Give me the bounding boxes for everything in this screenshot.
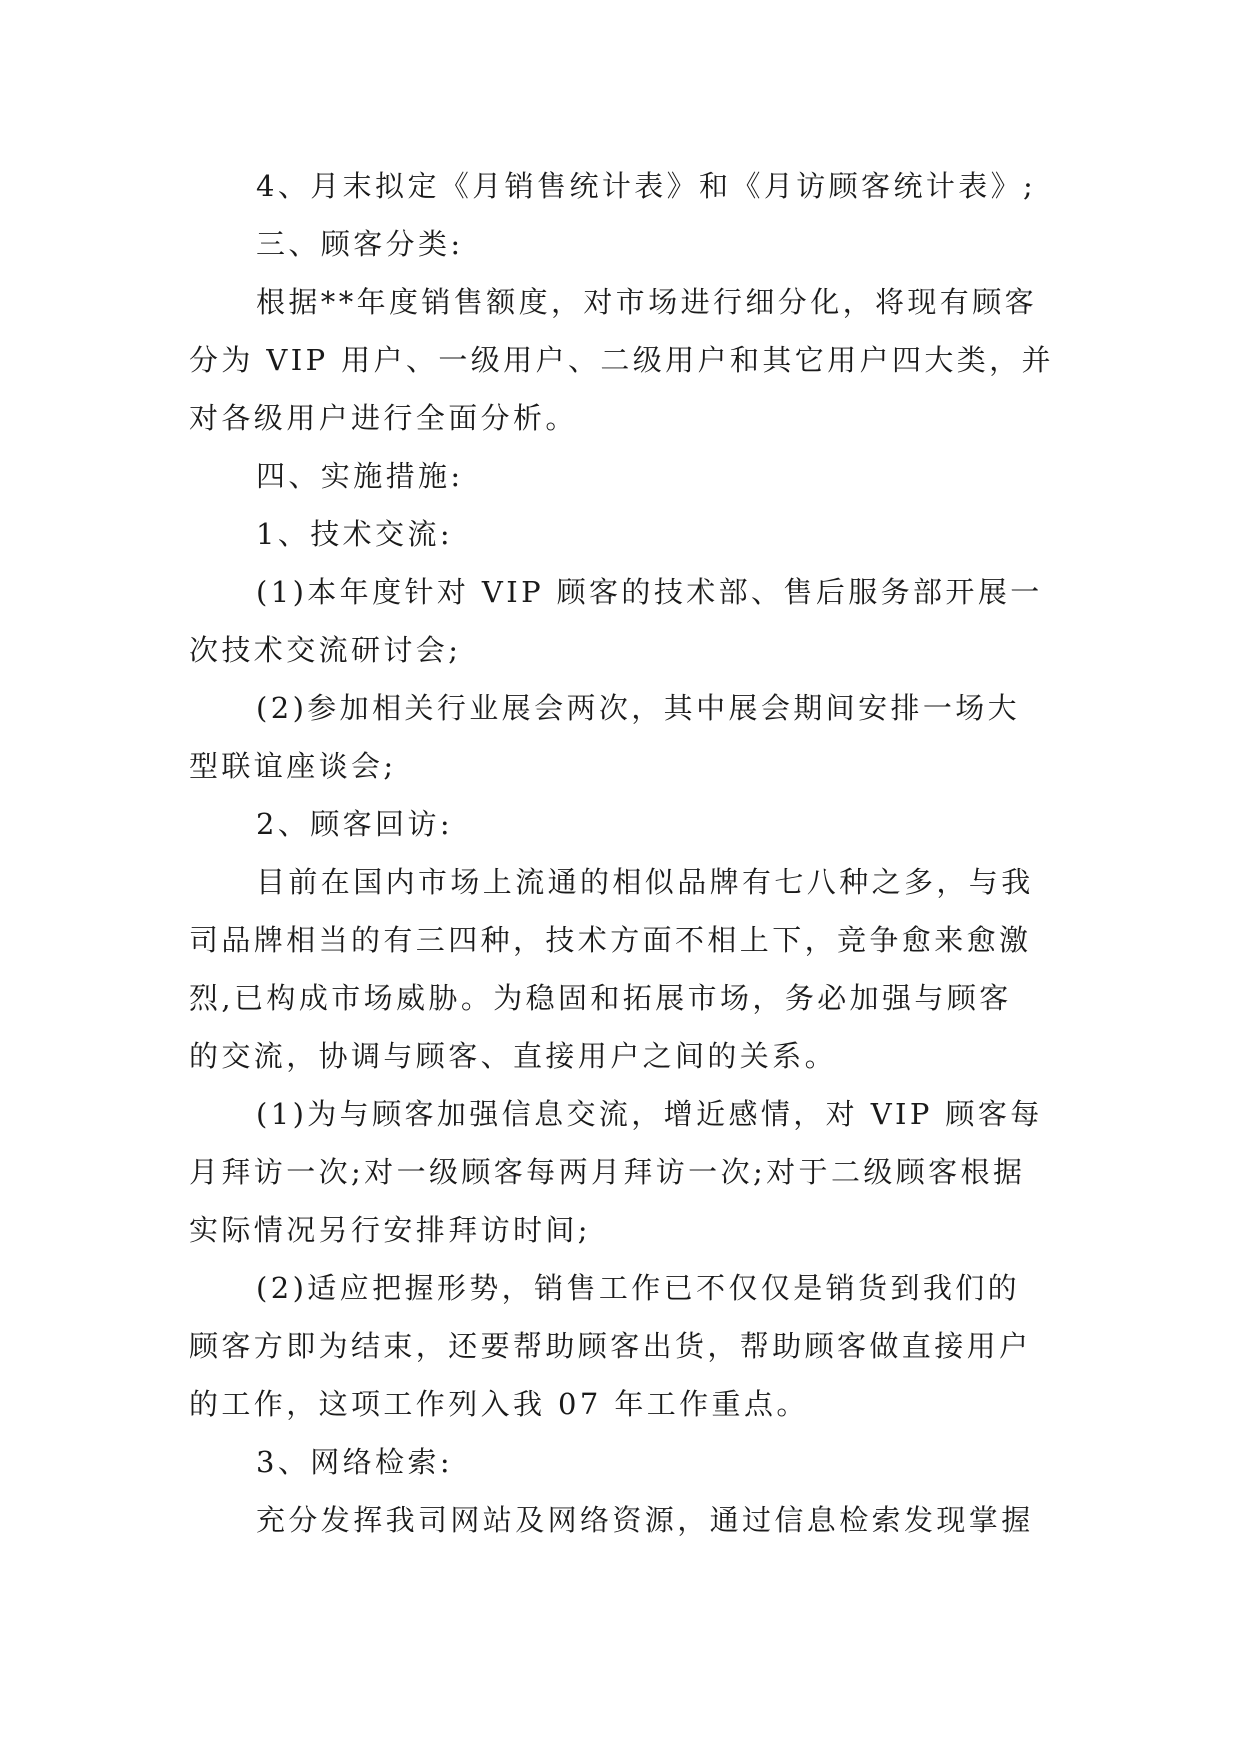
subsection-heading: 3、网络检索: — [256, 1445, 454, 1479]
text-line: 的工作，这项工作列入我 07 年工作重点。 — [189, 1387, 809, 1421]
text-line: 实际情况另行安排拜访时间; — [189, 1213, 591, 1247]
section-heading: 四、实施措施: — [256, 459, 464, 493]
text-line: 型联谊座谈会; — [189, 749, 397, 783]
text-line: (1)本年度针对 VIP 顾客的技术部、售后服务部开展一 — [256, 575, 1043, 609]
text-line: 充分发挥我司网站及网络资源，通过信息检索发现掌握 — [256, 1503, 1034, 1537]
text-line: 月拜访一次;对一级顾客每两月拜访一次;对于二级顾客根据 — [189, 1155, 1026, 1189]
text-line: 顾客方即为结束，还要帮助顾客出货，帮助顾客做直接用户 — [189, 1329, 1032, 1363]
text-line: (2)适应把握形势，销售工作已不仅仅是销货到我们的 — [256, 1271, 1021, 1305]
section-heading: 三、顾客分类: — [256, 227, 464, 261]
text-line: 分为 VIP 用户、一级用户、二级用户和其它用户四大类，并 — [189, 343, 1054, 377]
text-line: (1)为与顾客加强信息交流，增近感情，对 VIP 顾客每 — [256, 1097, 1043, 1131]
text-line: 根据**年度销售额度，对市场进行细分化，将现有顾客 — [256, 285, 1038, 319]
text-line: 目前在国内市场上流通的相似品牌有七八种之多，与我 — [256, 865, 1034, 899]
text-line: 的交流，协调与顾客、直接用户之间的关系。 — [189, 1039, 838, 1073]
text-line: 烈,已构成市场威胁。为稳固和拓展市场，务必加强与顾客 — [189, 981, 1012, 1015]
text-line: 次技术交流研讨会; — [189, 633, 462, 667]
subsection-heading: 2、顾客回访: — [256, 807, 454, 841]
text-line: 司品牌相当的有三四种，技术方面不相上下，竞争愈来愈激 — [189, 923, 1032, 957]
text-line: (2)参加相关行业展会两次，其中展会期间安排一场大 — [256, 691, 1021, 725]
subsection-heading: 1、技术交流: — [256, 517, 454, 551]
text-line: 对各级用户进行全面分析。 — [189, 401, 578, 435]
text-line: 4、月末拟定《月销售统计表》和《月访顾客统计表》; — [256, 169, 1037, 203]
